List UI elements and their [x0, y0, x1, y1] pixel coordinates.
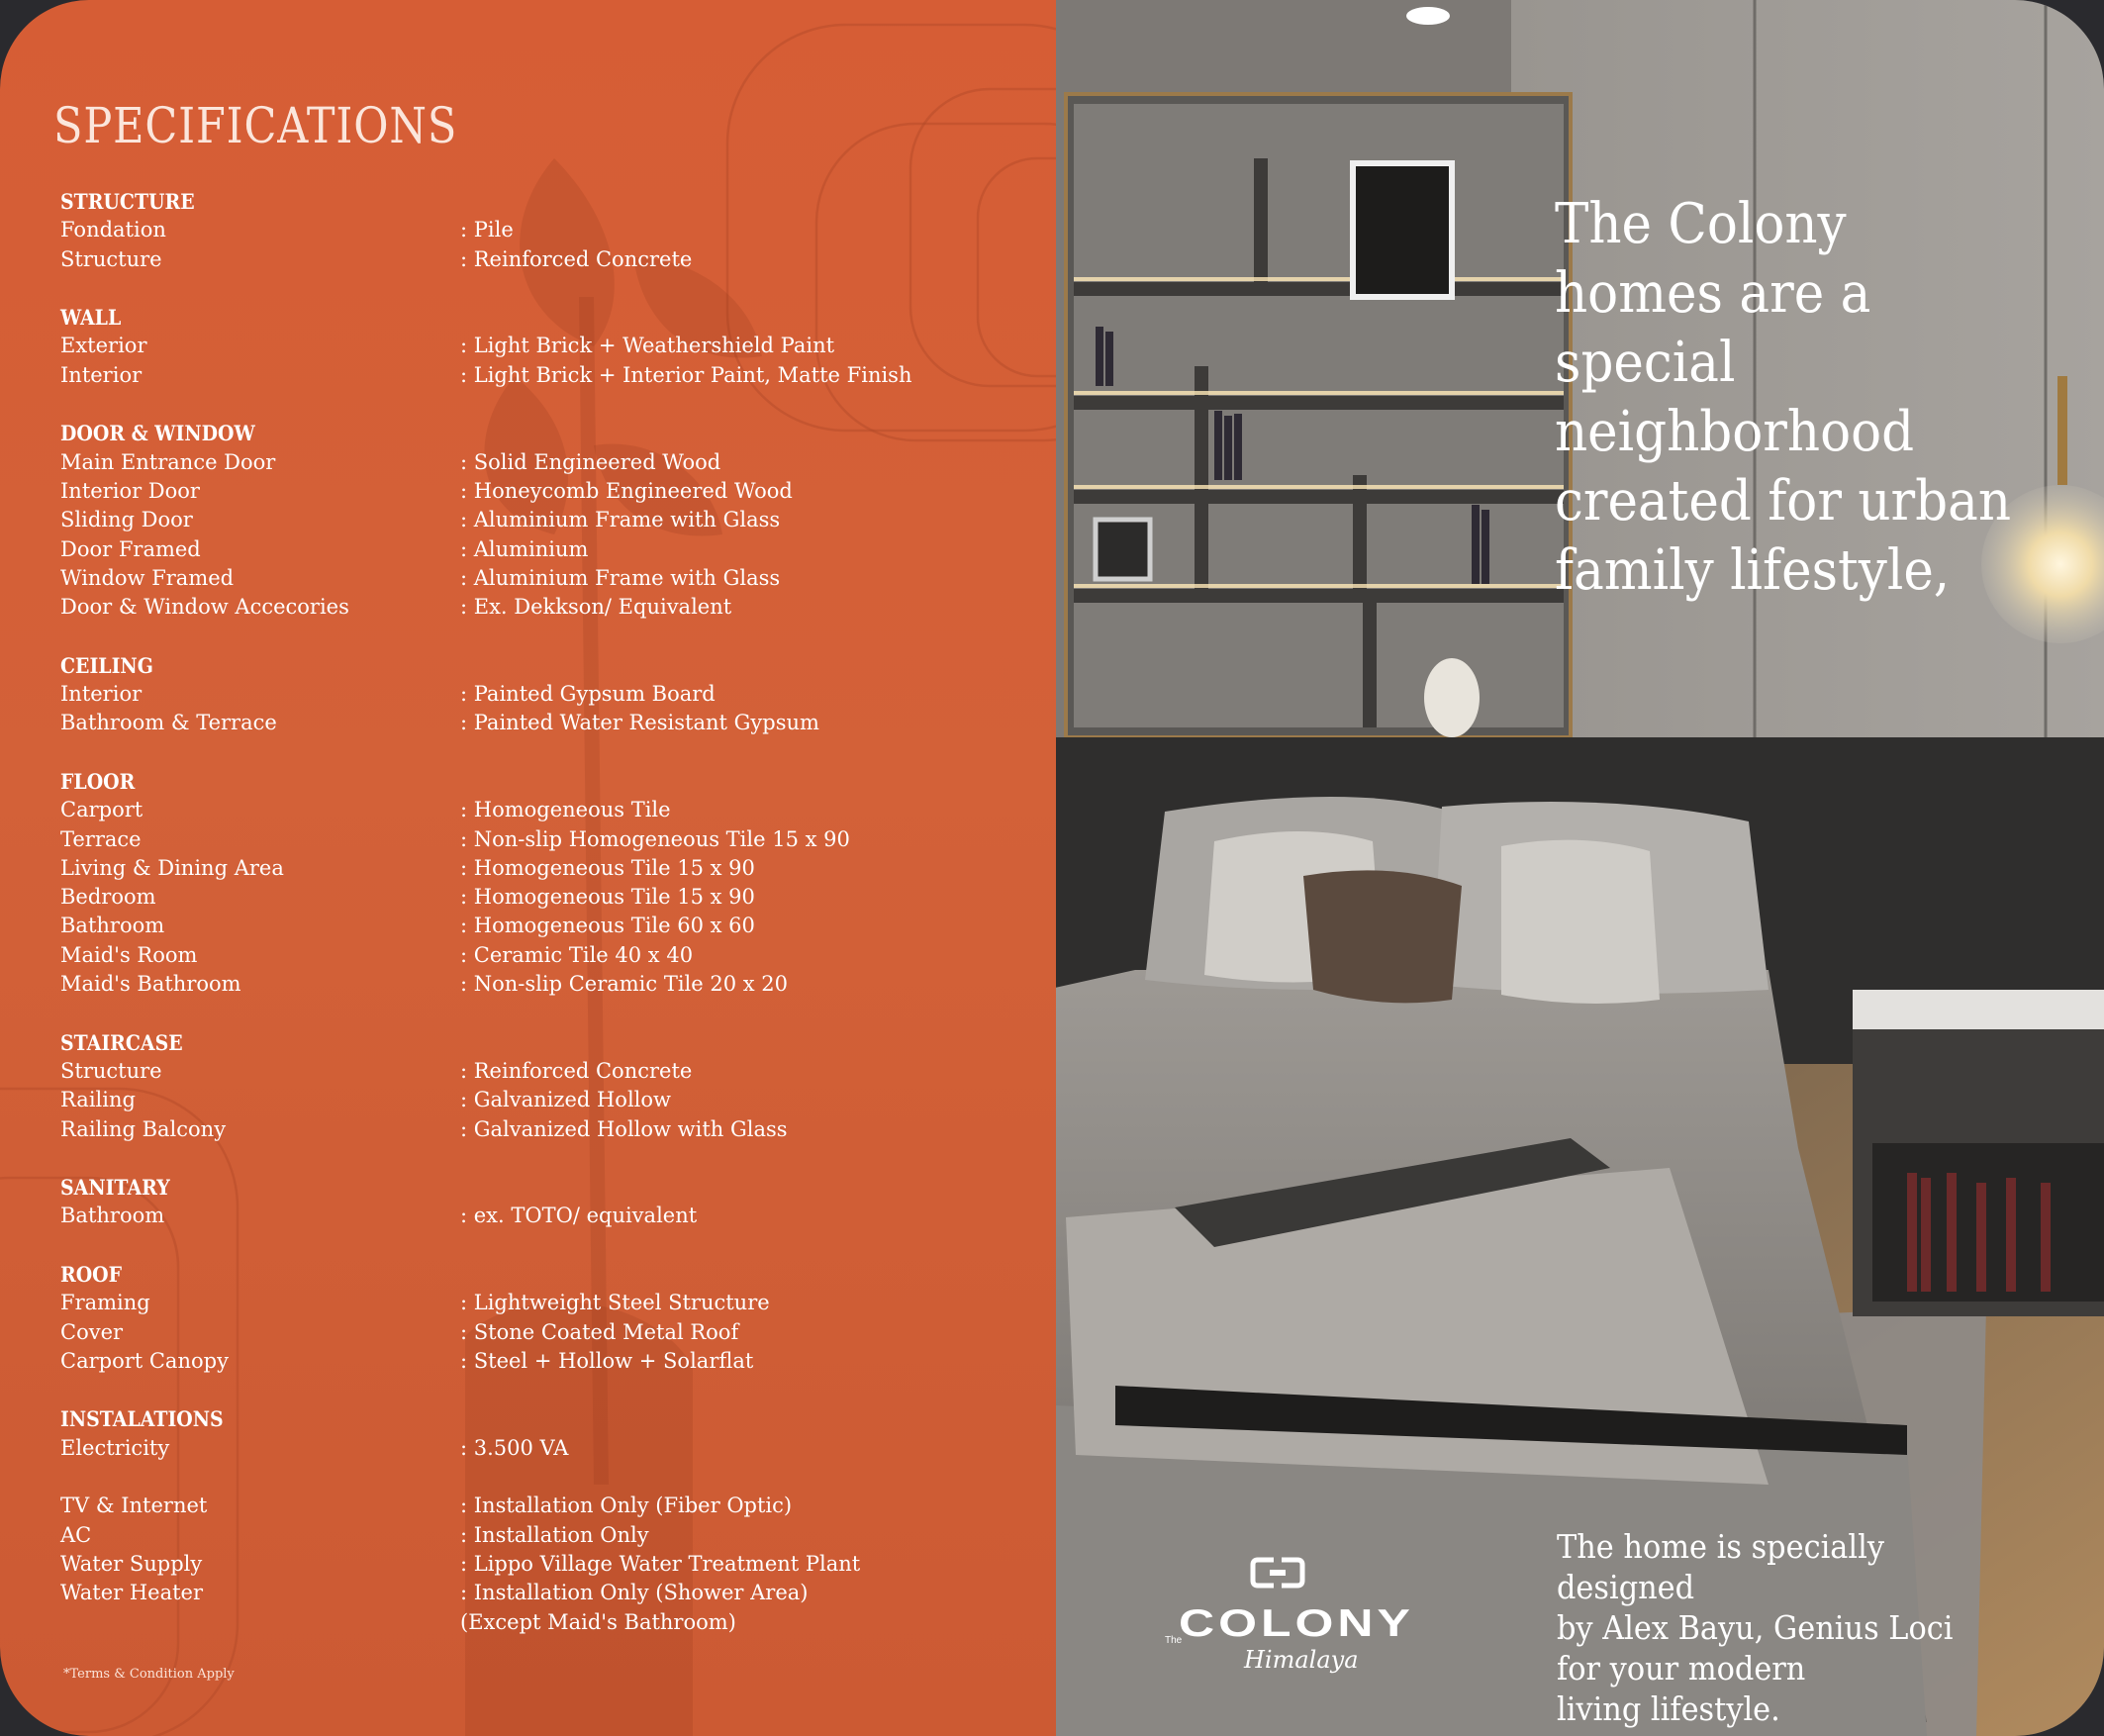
section-door-window [60, 419, 1030, 622]
spec-row [60, 970, 1030, 999]
section-heading: CEILING [60, 652, 153, 678]
spec-label: Water Heater [60, 1581, 204, 1605]
spec-label: Living & Dining Area [60, 855, 284, 880]
spec-label: Interior [60, 682, 143, 707]
spec-row [60, 245, 1030, 274]
spec-row [60, 1608, 1030, 1637]
spec-value: : Non-slip Ceramic Tile 20 x 20 [460, 972, 789, 997]
spec-label: Water Supply [60, 1551, 203, 1576]
spec-value: : Installation Only [460, 1522, 649, 1547]
spec-row [60, 680, 1030, 709]
spec-row [60, 361, 1030, 390]
spec-value: : 3.500 VA [460, 1435, 569, 1460]
spec-value: : Reinforced Concrete [460, 246, 693, 271]
spec-row [60, 535, 1030, 564]
section-heading: SANITARY [60, 1175, 170, 1201]
specifications-list [60, 187, 1030, 1666]
spec-label: Structure [60, 1058, 162, 1083]
tagline-line: by Alex Bayu, Genius Loci [1557, 1608, 1954, 1647]
spec-label: Door Framed [60, 536, 201, 561]
spec-value: : Pile [460, 218, 514, 242]
section-roof [60, 1260, 1030, 1376]
spec-label: Maid's Bathroom [60, 972, 241, 997]
spec-label: Framing [60, 1291, 150, 1315]
spec-label: TV & Internet [60, 1494, 208, 1518]
spec-value: : Ex. Dekkson/ Equivalent [460, 595, 732, 620]
spec-row [60, 216, 1030, 244]
logo-wordmark: COLONY [1179, 1600, 1414, 1645]
spec-label: Main Entrance Door [60, 449, 276, 474]
spec-label: Railing Balcony [60, 1116, 227, 1141]
spec-value: : Honeycomb Engineered Wood [460, 478, 793, 503]
spec-label: Interior [60, 362, 143, 387]
spec-row [60, 709, 1030, 737]
spec-label: Bathroom & Terrace [60, 711, 277, 735]
spec-row [60, 825, 1030, 854]
spec-value: : Galvanized Hollow with Glass [460, 1116, 788, 1141]
spec-value: : Homogeneous Tile [460, 798, 671, 822]
spec-value: : Light Brick + Weathershield Paint [460, 334, 835, 358]
spec-row [60, 564, 1030, 593]
spec-label: Structure [60, 246, 162, 271]
spec-row [60, 1347, 1030, 1376]
spec-row [60, 1086, 1030, 1114]
spec-label: Maid's Room [60, 942, 198, 967]
spec-row [60, 883, 1030, 912]
section-heading: ROOF [60, 1261, 123, 1287]
spec-label: Terrace [60, 826, 142, 851]
spec-label: Exterior [60, 334, 147, 358]
spec-row [60, 448, 1030, 477]
spec-label: Electricity [60, 1435, 170, 1460]
section-sanitary [60, 1173, 1030, 1231]
spec-value: : Installation Only (Fiber Optic) [460, 1494, 793, 1518]
hero-headline: The Colony homes are a special neighborhood created for urban family lifestyle, [1555, 192, 2012, 603]
spec-label: Railing [60, 1088, 136, 1112]
spec-row [60, 1550, 1030, 1579]
spec-row [60, 506, 1030, 534]
section-structure [60, 187, 1030, 274]
spec-row [60, 1289, 1030, 1317]
spec-value: : Aluminium [460, 536, 589, 561]
spec-label: AC [60, 1522, 92, 1547]
section-staircase [60, 1028, 1030, 1144]
spec-row [60, 796, 1030, 824]
page-title: SPECIFICATIONS [53, 97, 458, 154]
spec-row [60, 1492, 1030, 1520]
spec-value: : Aluminium Frame with Glass [460, 508, 781, 532]
tagline-line: for your modern [1557, 1649, 1806, 1688]
colony-logo [1165, 1549, 1414, 1678]
section-heading: WALL [60, 305, 122, 331]
spec-row [60, 1115, 1030, 1144]
section-heading: STAIRCASE [60, 1029, 183, 1055]
spec-value: : Painted Water Resistant Gypsum [460, 711, 819, 735]
logo-the: The [1165, 1635, 1183, 1646]
spec-row [60, 912, 1030, 940]
section-heading: STRUCTURE [60, 189, 195, 214]
logo-subtitle: Himalaya [1244, 1646, 1359, 1674]
spec-label: Interior Door [60, 478, 200, 503]
spec-value: : Homogeneous Tile 15 x 90 [460, 885, 755, 910]
section-heading: FLOOR [60, 768, 136, 794]
spec-row [60, 1202, 1030, 1230]
spec-label: Carport [60, 798, 143, 822]
section-floor [60, 767, 1030, 999]
spec-value: : Galvanized Hollow [460, 1088, 672, 1112]
spec-value: : Homogeneous Tile 15 x 90 [460, 855, 755, 880]
spec-value: : ex. TOTO/ equivalent [460, 1204, 698, 1228]
spec-value: : Lippo Village Water Treatment Plant [460, 1551, 861, 1576]
section-instalations [60, 1404, 1030, 1463]
spec-label: Bathroom [60, 1204, 165, 1228]
spec-value: : Non-slip Homogeneous Tile 15 x 90 [460, 826, 850, 851]
spec-value: : Installation Only (Shower Area) [460, 1581, 809, 1605]
section-heading: DOOR & WINDOW [60, 421, 255, 446]
spec-row [60, 854, 1030, 883]
terms-note: *Terms & Condition Apply [63, 1667, 235, 1682]
spec-row [60, 593, 1030, 622]
spec-row [60, 1057, 1030, 1086]
spec-label: Sliding Door [60, 508, 193, 532]
spec-value: : Painted Gypsum Board [460, 682, 716, 707]
spec-label: Window Framed [60, 565, 235, 590]
hero-tagline [1557, 1526, 2030, 1729]
spec-label: Bathroom [60, 914, 165, 938]
spec-value: : Homogeneous Tile 60 x 60 [460, 914, 755, 938]
spec-row [60, 477, 1030, 506]
spec-value: : Steel + Hollow + Solarflat [460, 1348, 754, 1373]
spec-value: : Ceramic Tile 40 x 40 [460, 942, 694, 967]
spec-row [60, 1434, 1030, 1463]
spec-label: Door & Window Accecories [60, 595, 349, 620]
spec-value: : Stone Coated Metal Roof [460, 1319, 739, 1344]
section-heading: INSTALATIONS [60, 1406, 224, 1432]
spec-label: Cover [60, 1319, 124, 1344]
spec-label: Fondation [60, 218, 166, 242]
spec-label: Carport Canopy [60, 1348, 229, 1373]
spec-row [60, 1579, 1030, 1607]
section-wall [60, 303, 1030, 390]
spec-value: : Aluminium Frame with Glass [460, 565, 781, 590]
section-ceiling [60, 651, 1030, 738]
spec-row [60, 332, 1030, 360]
colony-mark-icon [1250, 1557, 1305, 1589]
spec-value: : Lightweight Steel Structure [460, 1291, 770, 1315]
spec-label: Bedroom [60, 885, 156, 910]
spec-value: : Light Brick + Interior Paint, Matte Finish [460, 362, 912, 387]
spec-row [60, 941, 1030, 970]
bedroom-photo-panel [1056, 0, 2104, 1736]
section-instalations-more [60, 1492, 1030, 1636]
spec-row [60, 1521, 1030, 1550]
tagline-line: The home is specially designed [1557, 1527, 1884, 1606]
spec-value: (Except Maid's Bathroom) [460, 1609, 736, 1634]
spec-value: : Solid Engineered Wood [460, 449, 721, 474]
tagline-line: living lifestyle. [1557, 1689, 1780, 1728]
spec-value: : Reinforced Concrete [460, 1058, 693, 1083]
spec-row [60, 1318, 1030, 1347]
